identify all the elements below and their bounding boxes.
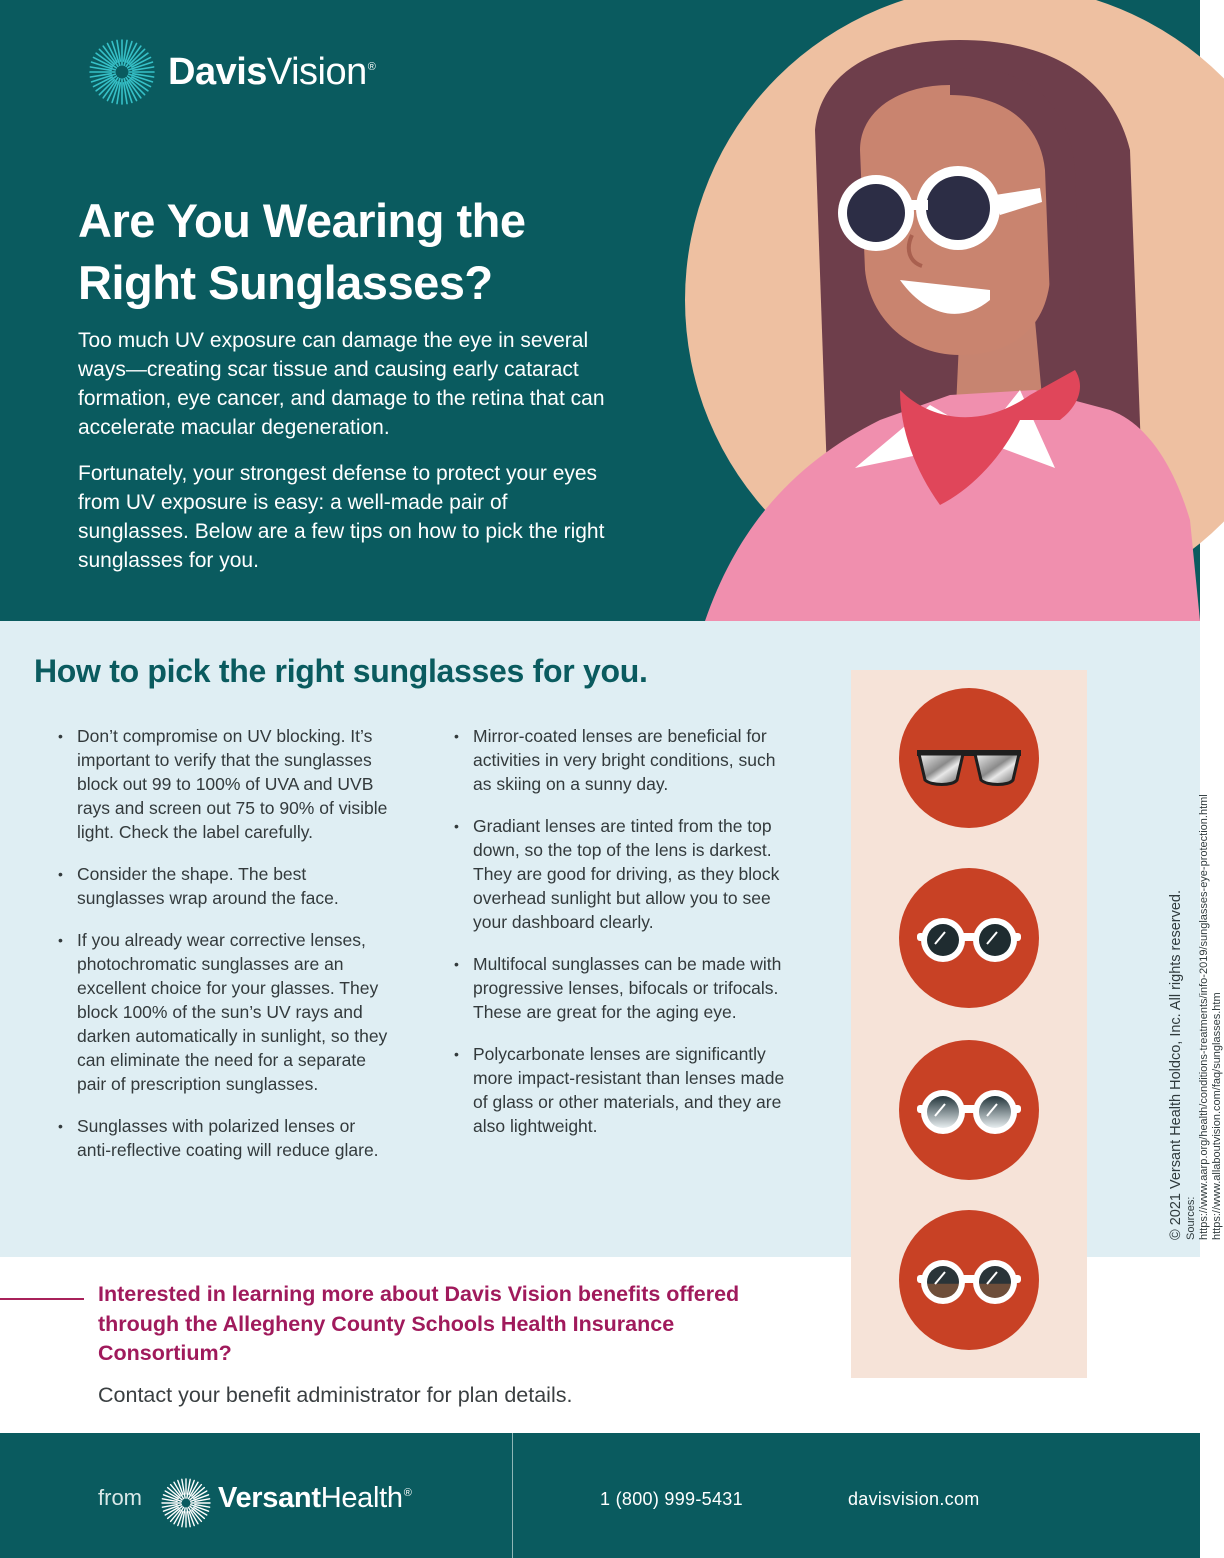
tips-list-right bbox=[454, 724, 794, 1156]
page-title: Are You Wearing the Right Sunglasses? bbox=[78, 194, 526, 309]
sunglass-lens-right bbox=[926, 176, 990, 240]
mirror-sunglasses-icon bbox=[899, 688, 1039, 828]
tip-polycarbonate: • Polycarbonate lenses are significantly more impact-resistant than lenses made of glass or other materials, and they are also lightweight. bbox=[454, 1042, 794, 1138]
sunglass-bridge bbox=[908, 200, 928, 210]
sources-label: Sources: bbox=[1185, 1196, 1197, 1240]
tips-list-left bbox=[58, 724, 388, 1180]
woman-illustration bbox=[690, 0, 1200, 621]
gradient-sunglasses-icon bbox=[899, 1040, 1039, 1180]
defense-paragraph: Fortunately, your strongest defense to protect your eyes from UV exposure is easy: a well-made pair of sunglasses. Below are a few tips on how to pick the right sunglasses for you. bbox=[78, 462, 605, 572]
sunglass-lens-left bbox=[847, 184, 905, 242]
tip-photochromatic: • If you already wear corrective lenses, photochromatic sunglasses are an excellent choice for your glasses. They block 100% of the sun’s UV rays and darken automatically in sunlight, so they can eliminate the need for a separate pair of prescription sunglasses. bbox=[58, 928, 388, 1096]
photochromatic-sunglasses-icon bbox=[899, 1210, 1039, 1350]
tip-gradient: • Gradiant lenses are tinted from the top down, so the top of the lens is darkest. They are good for driving, as they block overhead sunlight but allow you to see your dashboard clearly. bbox=[454, 814, 794, 934]
polarized-sunglasses-icon bbox=[899, 868, 1039, 1008]
cta-accent-line bbox=[0, 1298, 84, 1300]
footer-divider bbox=[512, 1433, 513, 1558]
davis-vision-logo[interactable] bbox=[88, 38, 375, 106]
footer bbox=[0, 1433, 1200, 1558]
tip-polarized: • Sunglasses with polarized lenses or anti-reflective coating will reduce glare. bbox=[58, 1114, 388, 1162]
starburst-logo-icon bbox=[88, 38, 156, 106]
source-link-aarp[interactable]: https://www.aarp.org/health/conditions-treatments/info-2019/sunglasses-eye-protection.html bbox=[1198, 794, 1210, 1240]
tip-mirror-coated: • Mirror-coated lenses are beneficial for activities in very bright conditions, such as skiing on a sunny day. bbox=[454, 724, 794, 796]
tip-uv-blocking: • Don’t compromise on UV blocking. It’s important to verify that the sunglasses block out 99 to 100% of UVA and UVB rays and screen out 75 to 90% of visible light. Check the label carefully. bbox=[58, 724, 388, 844]
sources-block bbox=[1168, 700, 1224, 1240]
website-link[interactable]: davisvision.com bbox=[848, 1489, 980, 1509]
tip-shape: • Consider the shape. The best sunglasses wrap around the face. bbox=[58, 862, 388, 910]
intro-paragraph: Too much UV exposure can damage the eye in several ways—creating scar tissue and causing early cataract formation, eye cancer, and damage to the retina that can accelerate macular degeneration. bbox=[78, 329, 605, 439]
phone-number[interactable]: 1 (800) 999-5431 bbox=[600, 1489, 743, 1509]
tips-title: How to pick the right sunglasses for you. bbox=[34, 653, 648, 689]
cta-title: Interested in learning more about Davis Vision benefits offered through the Allegheny County Schools Health Insurance Consortium? bbox=[98, 1282, 740, 1365]
sunglasses-icon-strip bbox=[851, 670, 1087, 1378]
hero-section bbox=[0, 0, 1200, 621]
versant-health-wordmark[interactable]: VersantHealth® bbox=[218, 1482, 412, 1514]
logo-wordmark: DavisVision® bbox=[168, 50, 376, 93]
cta-subtitle: Contact your benefit administrator for plan details. bbox=[98, 1383, 573, 1407]
versant-starburst-icon bbox=[160, 1477, 212, 1529]
copyright-text: © 2021 Versant Health Holdco, Inc. All rights reserved. bbox=[1168, 889, 1184, 1240]
tip-multifocal: • Multifocal sunglasses can be made with progressive lenses, bifocals or trifocals. These are great for the aging eye. bbox=[454, 952, 794, 1024]
footer-from-label: from bbox=[98, 1485, 142, 1510]
source-link-allaboutvision[interactable]: https://www.allaboutvision.com/faq/sunglasses.htm bbox=[1211, 992, 1223, 1240]
